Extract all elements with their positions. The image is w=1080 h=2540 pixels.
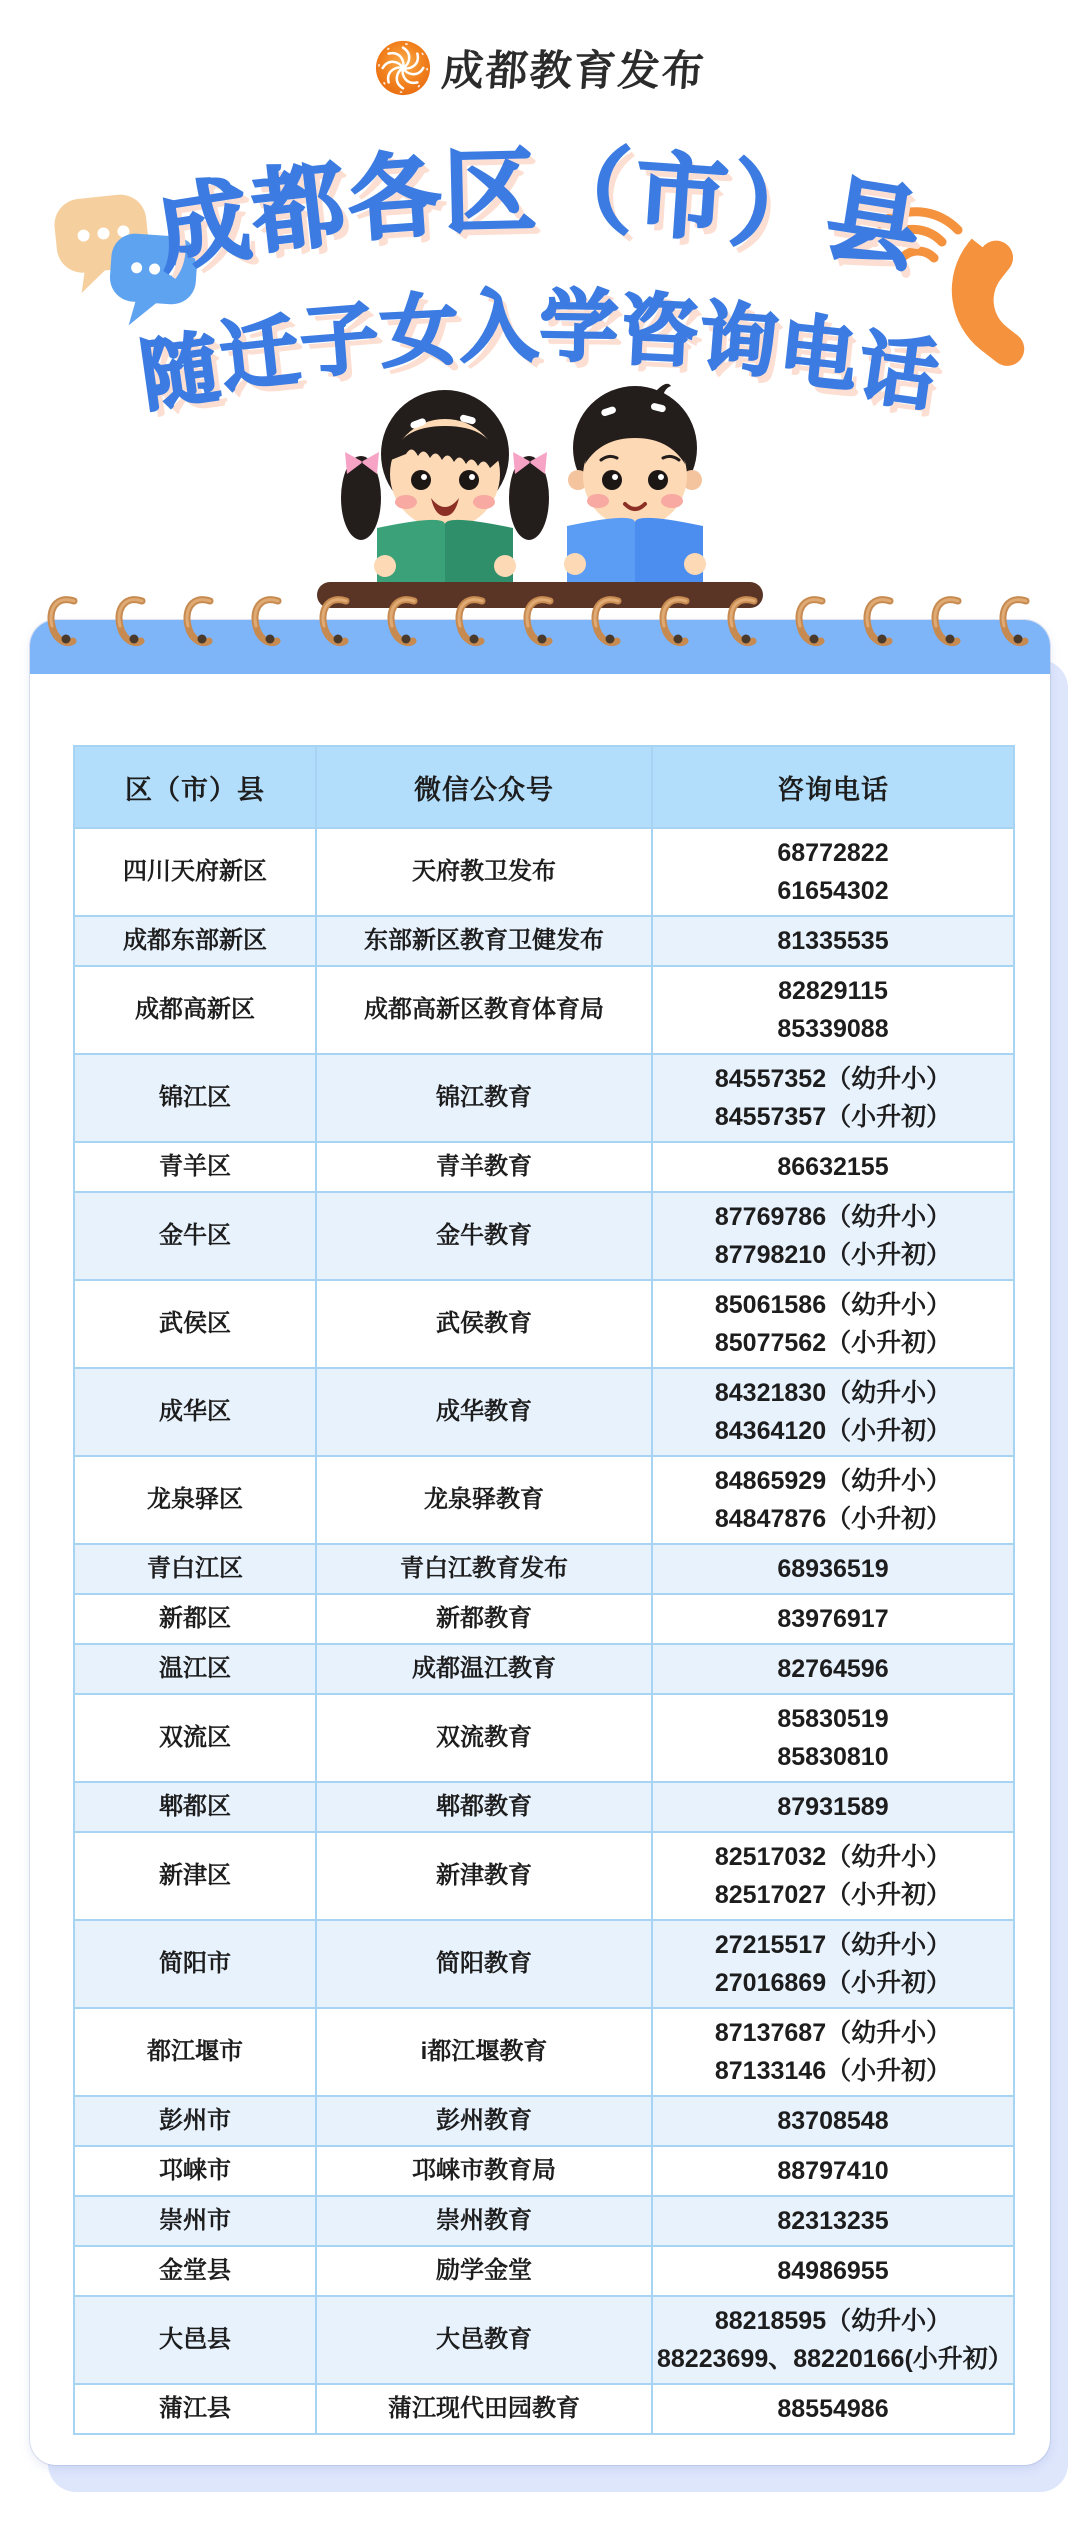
table-row	[74, 1782, 1014, 1832]
table-row	[74, 1280, 1014, 1368]
table-row	[74, 2096, 1014, 2146]
children-reading-illustration	[305, 368, 775, 618]
district-cell: 大邑县	[74, 2296, 316, 2384]
table-row	[74, 2008, 1014, 2096]
district-cell: 成华区	[74, 1368, 316, 1456]
phone-cell: 87137687（幼升小） 87133146（小升初）	[652, 2008, 1014, 2096]
wechat-account-cell: 新津教育	[316, 1832, 652, 1920]
table-row	[74, 2196, 1014, 2246]
phone-cell: 85830519 85830810	[652, 1694, 1014, 1782]
spiral-ring-icon	[44, 594, 84, 658]
table-row	[74, 1544, 1014, 1594]
spiral-ring-icon	[792, 594, 832, 658]
district-cell: 锦江区	[74, 1054, 316, 1142]
wechat-account-cell: 青羊教育	[316, 1142, 652, 1192]
consultation-table-wrap	[73, 745, 1013, 2435]
phone-cell: 84986955	[652, 2246, 1014, 2296]
brand-logo	[0, 38, 1080, 98]
district-cell: 金堂县	[74, 2246, 316, 2296]
district-cell: 蒲江县	[74, 2384, 316, 2434]
table-row	[74, 2146, 1014, 2196]
wechat-account-cell: 双流教育	[316, 1694, 652, 1782]
wechat-account-cell: 崇州教育	[316, 2196, 652, 2246]
spiral-rings	[30, 594, 1050, 658]
phone-cell: 83976917	[652, 1594, 1014, 1644]
phone-cell: 85061586（幼升小） 85077562（小升初）	[652, 1280, 1014, 1368]
district-cell: 成都东部新区	[74, 916, 316, 966]
table-row	[74, 1368, 1014, 1456]
phone-cell: 84321830（幼升小） 84364120（小升初）	[652, 1368, 1014, 1456]
girl-figure	[341, 390, 549, 604]
district-cell: 四川天府新区	[74, 828, 316, 916]
district-cell: 成都高新区	[74, 966, 316, 1054]
spiral-ring-icon	[316, 594, 356, 658]
spiral-ring-icon	[656, 594, 696, 658]
boy-figure	[564, 384, 706, 602]
brand-logo-text: 成都教育发布	[440, 47, 708, 94]
table-row	[74, 1054, 1014, 1142]
wechat-account-cell: 大邑教育	[316, 2296, 652, 2384]
wechat-account-cell: 天府教卫发布	[316, 828, 652, 916]
district-cell: 都江堰市	[74, 2008, 316, 2096]
spiral-ring-icon	[452, 594, 492, 658]
spiral-ring-icon	[928, 594, 968, 658]
spiral-ring-icon	[724, 594, 764, 658]
district-cell: 温江区	[74, 1644, 316, 1694]
district-cell: 邛崃市	[74, 2146, 316, 2196]
wechat-account-cell: 龙泉驿教育	[316, 1456, 652, 1544]
wechat-account-cell: i都江堰教育	[316, 2008, 652, 2096]
phone-cell: 88554986	[652, 2384, 1014, 2434]
district-cell: 郫都区	[74, 1782, 316, 1832]
page-title	[0, 118, 1080, 422]
table-row	[74, 1644, 1014, 1694]
table-header-row	[74, 746, 1014, 828]
table-row	[74, 1142, 1014, 1192]
district-cell: 青羊区	[74, 1142, 316, 1192]
district-cell: 武侯区	[74, 1280, 316, 1368]
spiral-ring-icon	[112, 594, 152, 658]
wechat-account-cell: 新都教育	[316, 1594, 652, 1644]
table-row	[74, 1832, 1014, 1920]
table-row	[74, 1456, 1014, 1544]
wechat-account-cell: 蒲江现代田园教育	[316, 2384, 652, 2434]
header-district: 区（市）县	[74, 746, 316, 828]
table-row	[74, 1594, 1014, 1644]
notebook-front-sheet	[30, 620, 1050, 2465]
spiral-ring-icon	[180, 594, 220, 658]
phone-cell: 87769786（幼升小） 87798210（小升初）	[652, 1192, 1014, 1280]
header-wechat-account: 微信公众号	[316, 746, 652, 828]
phone-cell: 84557352（幼升小） 84557357（小升初）	[652, 1054, 1014, 1142]
phone-cell: 68936519	[652, 1544, 1014, 1594]
phone-cell: 82764596	[652, 1644, 1014, 1694]
phone-cell: 88218595（幼升小） 88223699、88220166(小升初）	[652, 2296, 1014, 2384]
table-row	[74, 916, 1014, 966]
wechat-account-cell: 简阳教育	[316, 1920, 652, 2008]
wechat-account-cell: 郫都教育	[316, 1782, 652, 1832]
phone-cell: 84865929（幼升小） 84847876（小升初）	[652, 1456, 1014, 1544]
wechat-account-cell: 成都温江教育	[316, 1644, 652, 1694]
wechat-account-cell: 励学金堂	[316, 2246, 652, 2296]
wechat-account-cell: 成华教育	[316, 1368, 652, 1456]
spiral-ring-icon	[860, 594, 900, 658]
sun-swirl-logo-icon	[374, 39, 432, 97]
spiral-ring-icon	[384, 594, 424, 658]
district-cell: 彭州市	[74, 2096, 316, 2146]
table-row	[74, 1192, 1014, 1280]
phone-cell: 81335535	[652, 916, 1014, 966]
wechat-account-cell: 邛崃市教育局	[316, 2146, 652, 2196]
table-row	[74, 966, 1014, 1054]
spiral-ring-icon	[520, 594, 560, 658]
spiral-ring-icon	[588, 594, 628, 658]
table-row	[74, 2296, 1014, 2384]
district-cell: 新津区	[74, 1832, 316, 1920]
phone-cell: 82829115 85339088	[652, 966, 1014, 1054]
phone-cell: 27215517（幼升小） 27016869（小升初）	[652, 1920, 1014, 2008]
wechat-account-cell: 彭州教育	[316, 2096, 652, 2146]
wechat-account-cell: 锦江教育	[316, 1054, 652, 1142]
wechat-account-cell: 武侯教育	[316, 1280, 652, 1368]
district-cell: 崇州市	[74, 2196, 316, 2246]
district-cell: 双流区	[74, 1694, 316, 1782]
table-row	[74, 2246, 1014, 2296]
table-row	[74, 2384, 1014, 2434]
phone-cell: 82313235	[652, 2196, 1014, 2246]
district-cell: 简阳市	[74, 1920, 316, 2008]
wechat-account-cell: 青白江教育发布	[316, 1544, 652, 1594]
wechat-account-cell: 成都高新区教育体育局	[316, 966, 652, 1054]
phone-cell: 86632155	[652, 1142, 1014, 1192]
table-row	[74, 1920, 1014, 2008]
spiral-ring-icon	[248, 594, 288, 658]
page-title-line1: 成都各区（市）县	[149, 140, 931, 284]
phone-cell: 82517032（幼升小） 82517027（小升初）	[652, 1832, 1014, 1920]
table-row	[74, 828, 1014, 916]
phone-cell: 68772822 61654302	[652, 828, 1014, 916]
district-cell: 青白江区	[74, 1544, 316, 1594]
wechat-account-cell: 金牛教育	[316, 1192, 652, 1280]
spiral-ring-icon	[996, 594, 1036, 658]
district-cell: 金牛区	[74, 1192, 316, 1280]
phone-cell: 83708548	[652, 2096, 1014, 2146]
phone-cell: 88797410	[652, 2146, 1014, 2196]
table-row	[74, 1694, 1014, 1782]
header-phone: 咨询电话	[652, 746, 1014, 828]
page-title-line2: 随迁子女入学咨询电话	[135, 281, 945, 422]
consultation-table	[73, 745, 1015, 2435]
phone-cell: 87931589	[652, 1782, 1014, 1832]
wechat-account-cell: 东部新区教育卫健发布	[316, 916, 652, 966]
district-cell: 龙泉驿区	[74, 1456, 316, 1544]
district-cell: 新都区	[74, 1594, 316, 1644]
